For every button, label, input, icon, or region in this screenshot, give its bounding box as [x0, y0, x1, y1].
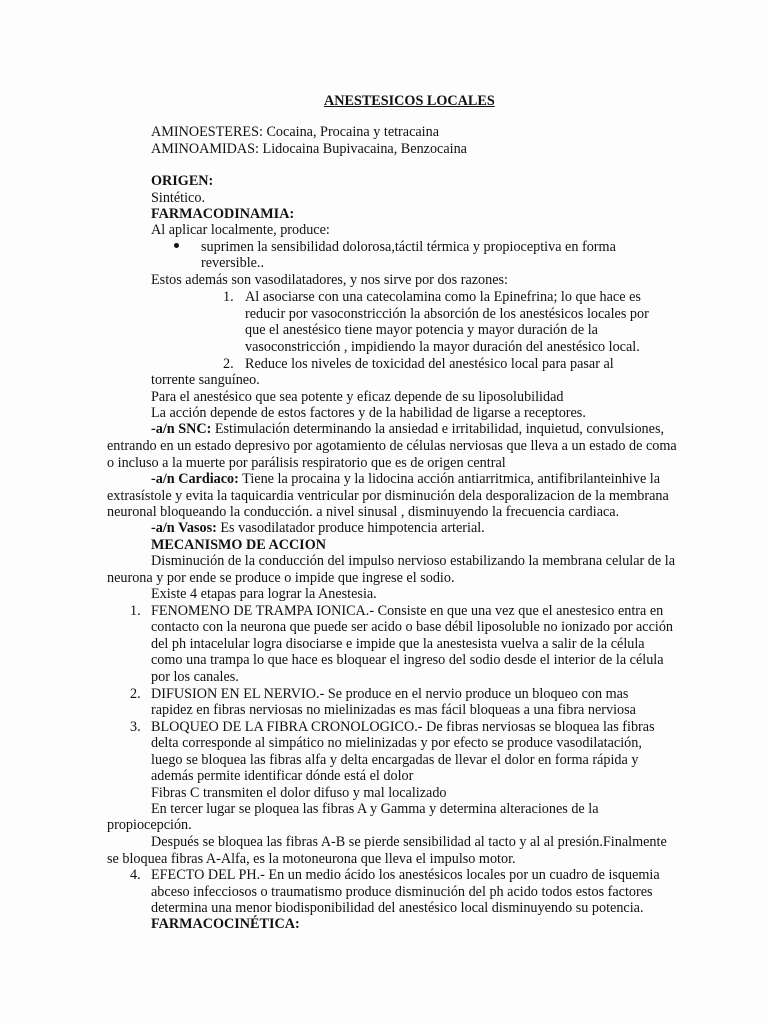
fibras-c-line: Fibras C transmiten el dolor difuso y mal localizado [151, 785, 447, 801]
origen-text: Sintético. [151, 190, 205, 206]
document-title: ANESTESICOS LOCALES [324, 93, 495, 109]
item-2-number: 2. [130, 686, 141, 702]
item-3-line-4: además permite identificar dónde está el dolor [151, 768, 414, 784]
bullet-1-line-2: reversible.. [201, 255, 265, 271]
razon-2-continuation: torrente sanguíneo. [151, 372, 260, 388]
farmacodinamia-heading: FARMACODINAMIA: [151, 206, 295, 222]
item-2-line-1: DIFUSION EN EL NERVIO.- Se produce en el nervio produce un bloqueo con mas [151, 686, 629, 702]
cardiaco-line-3: neuronal bloqueando la conducción. a nivel sinusal , disminuyendo la frecuencia cardiaca. [107, 504, 620, 520]
item-4-line-1: EFECTO DEL PH.- En un medio ácido los anestésicos locales por un cuadro de isquemia [151, 867, 660, 883]
item-1-line-1: FENOMENO DE TRAMPA IONICA.- Consiste en que una vez que el anestesico entra en [151, 603, 664, 619]
etapas-line: Existe 4 etapas para lograr la Anestesia. [151, 586, 377, 602]
vasos-text: Es vasodilatador produce himpotencia arterial. [216, 520, 485, 536]
snc-line-3: o incluso a la muerte por parálisis respiratorio que es de origen central [107, 455, 506, 471]
item-4-number: 4. [130, 867, 141, 883]
item-3-number: 3. [130, 719, 141, 735]
bullet-1-line-1: suprimen la sensibilidad dolorosa,táctil térmica y propioceptiva en forma [201, 239, 616, 255]
razon-2-line: Reduce los niveles de toxicidad del anestésico local para pasar al [245, 356, 614, 372]
cardiaco-line-2: extrasístole y evita la taquicardia ventricular por disminución dela desporalizacion de la membrana [107, 488, 669, 504]
disminucion-line-1: Disminución de la conducción del impulso nervioso estabilizando la membrana celular de la [151, 553, 675, 569]
razon-1-line-3: que el anestésico tiene mayor potencia y mayor duración de la [245, 322, 598, 338]
item-4-line-3: determina una menor biodisponibilidad del anestésico local disminuyendo su potencia. [151, 900, 644, 916]
aminoesteres-line: AMINOESTERES: Cocaina, Procaina y tetracaina [151, 124, 440, 140]
cardiaco-text-1: Tiene la procaina y la lidocina acción antiarritmica, antifibrilanteinhive la [238, 471, 661, 487]
vasos-label: -a/n Vasos: [151, 520, 217, 536]
item-4-line-2: abceso infecciosos o traumatismo produce disminución del ph acido todos estos factores [151, 884, 653, 900]
item-1-line-3: del ph intacelular logra disociarse e impide que la anestesista vuelva a salir de la célula [151, 636, 645, 652]
razon-1-line-4: vasoconstricción , impidiendo la mayor duración del anestésico local. [245, 339, 640, 355]
tercer-lugar-line-2: propiocepción. [107, 817, 192, 833]
despues-line-1: Después se bloquea las fibras A-B se pierde sensibilidad al tacto y al al presión.Finalmente [151, 834, 667, 850]
mecanismo-heading: MECANISMO DE ACCION [151, 537, 326, 553]
cardiaco-label: -a/n Cardiaco: [151, 471, 239, 487]
snc-text-1: Estimulación determinando la ansiedad e irritabilidad, inquietud, convulsiones, [211, 421, 665, 437]
farmacocinetica-heading: FARMACOCINÉTICA: [151, 916, 300, 932]
item-3-line-1: BLOQUEO DE LA FIBRA CRONOLOGICO.- De fibras nerviosas se bloquea las fibras [151, 719, 655, 735]
origen-heading: ORIGEN: [151, 173, 214, 189]
snc-label: -a/n SNC: [151, 421, 212, 437]
razon-2-number: 2. [223, 356, 234, 372]
cardiaco-line-1 [151, 471, 660, 488]
snc-line-2: entrando en un estado depresivo por agotamiento de células nerviosas que lleva a un estado de coma [107, 438, 677, 454]
bullet-dot-icon [174, 243, 179, 248]
item-2-line-2: rapidez en fibras nerviosas no mielinizadas es mas fácil bloqueas a una fibra nerviosa [151, 702, 636, 718]
vasodilatadores-line: Estos además son vasodilatadores, y nos sirve por dos razones: [151, 272, 508, 288]
accion-line: La acción depende de estos factores y de la habilidad de ligarse a receptores. [151, 405, 586, 421]
item-1-number: 1. [130, 603, 141, 619]
disminucion-line-2: neurona y por ende se produce o impide que ingrese el sodio. [107, 570, 455, 586]
item-3-line-2: delta corresponde al simpático no mielinizadas y por efecto se produce vasodilatación, [151, 735, 642, 751]
aminoamidas-line: AMINOAMIDAS: Lidocaina Bupivacaina, Benzocaina [151, 141, 467, 157]
razon-1-number: 1. [223, 289, 234, 305]
despues-line-2: se bloquea fibras A-Alfa, es la motoneurona que lleva el impulso motor. [107, 851, 516, 867]
item-1-line-4: como una trampa lo que hace es bloquear el ingreso del sodio desde el interior de la célula [151, 652, 664, 668]
aplicar-line: Al aplicar localmente, produce: [151, 222, 330, 238]
item-3-line-3: luego se bloquea las fibras alfa y delta encargadas de llevar el dolor en forma rápida y [151, 752, 639, 768]
potente-line: Para el anestésico que sea potente y eficaz depende de su liposolubilidad [151, 389, 564, 405]
item-1-line-5: por los canales. [151, 669, 239, 685]
item-1-line-2: contacto con la neurona que puede ser acido o base débil liposoluble no ionizado por acción [151, 619, 674, 635]
snc-line-1 [151, 421, 664, 438]
razon-1-line-2: reducir por vasoconstricción la absorción de los anestésicos locales por [245, 306, 649, 322]
vasos-line [151, 520, 485, 537]
tercer-lugar-line-1: En tercer lugar se ploquea las fibras A y Gamma y determina alteraciones de la [151, 801, 599, 817]
razon-1-line-1: Al asociarse con una catecolamina como la Epinefrina; lo que hace es [245, 289, 641, 305]
